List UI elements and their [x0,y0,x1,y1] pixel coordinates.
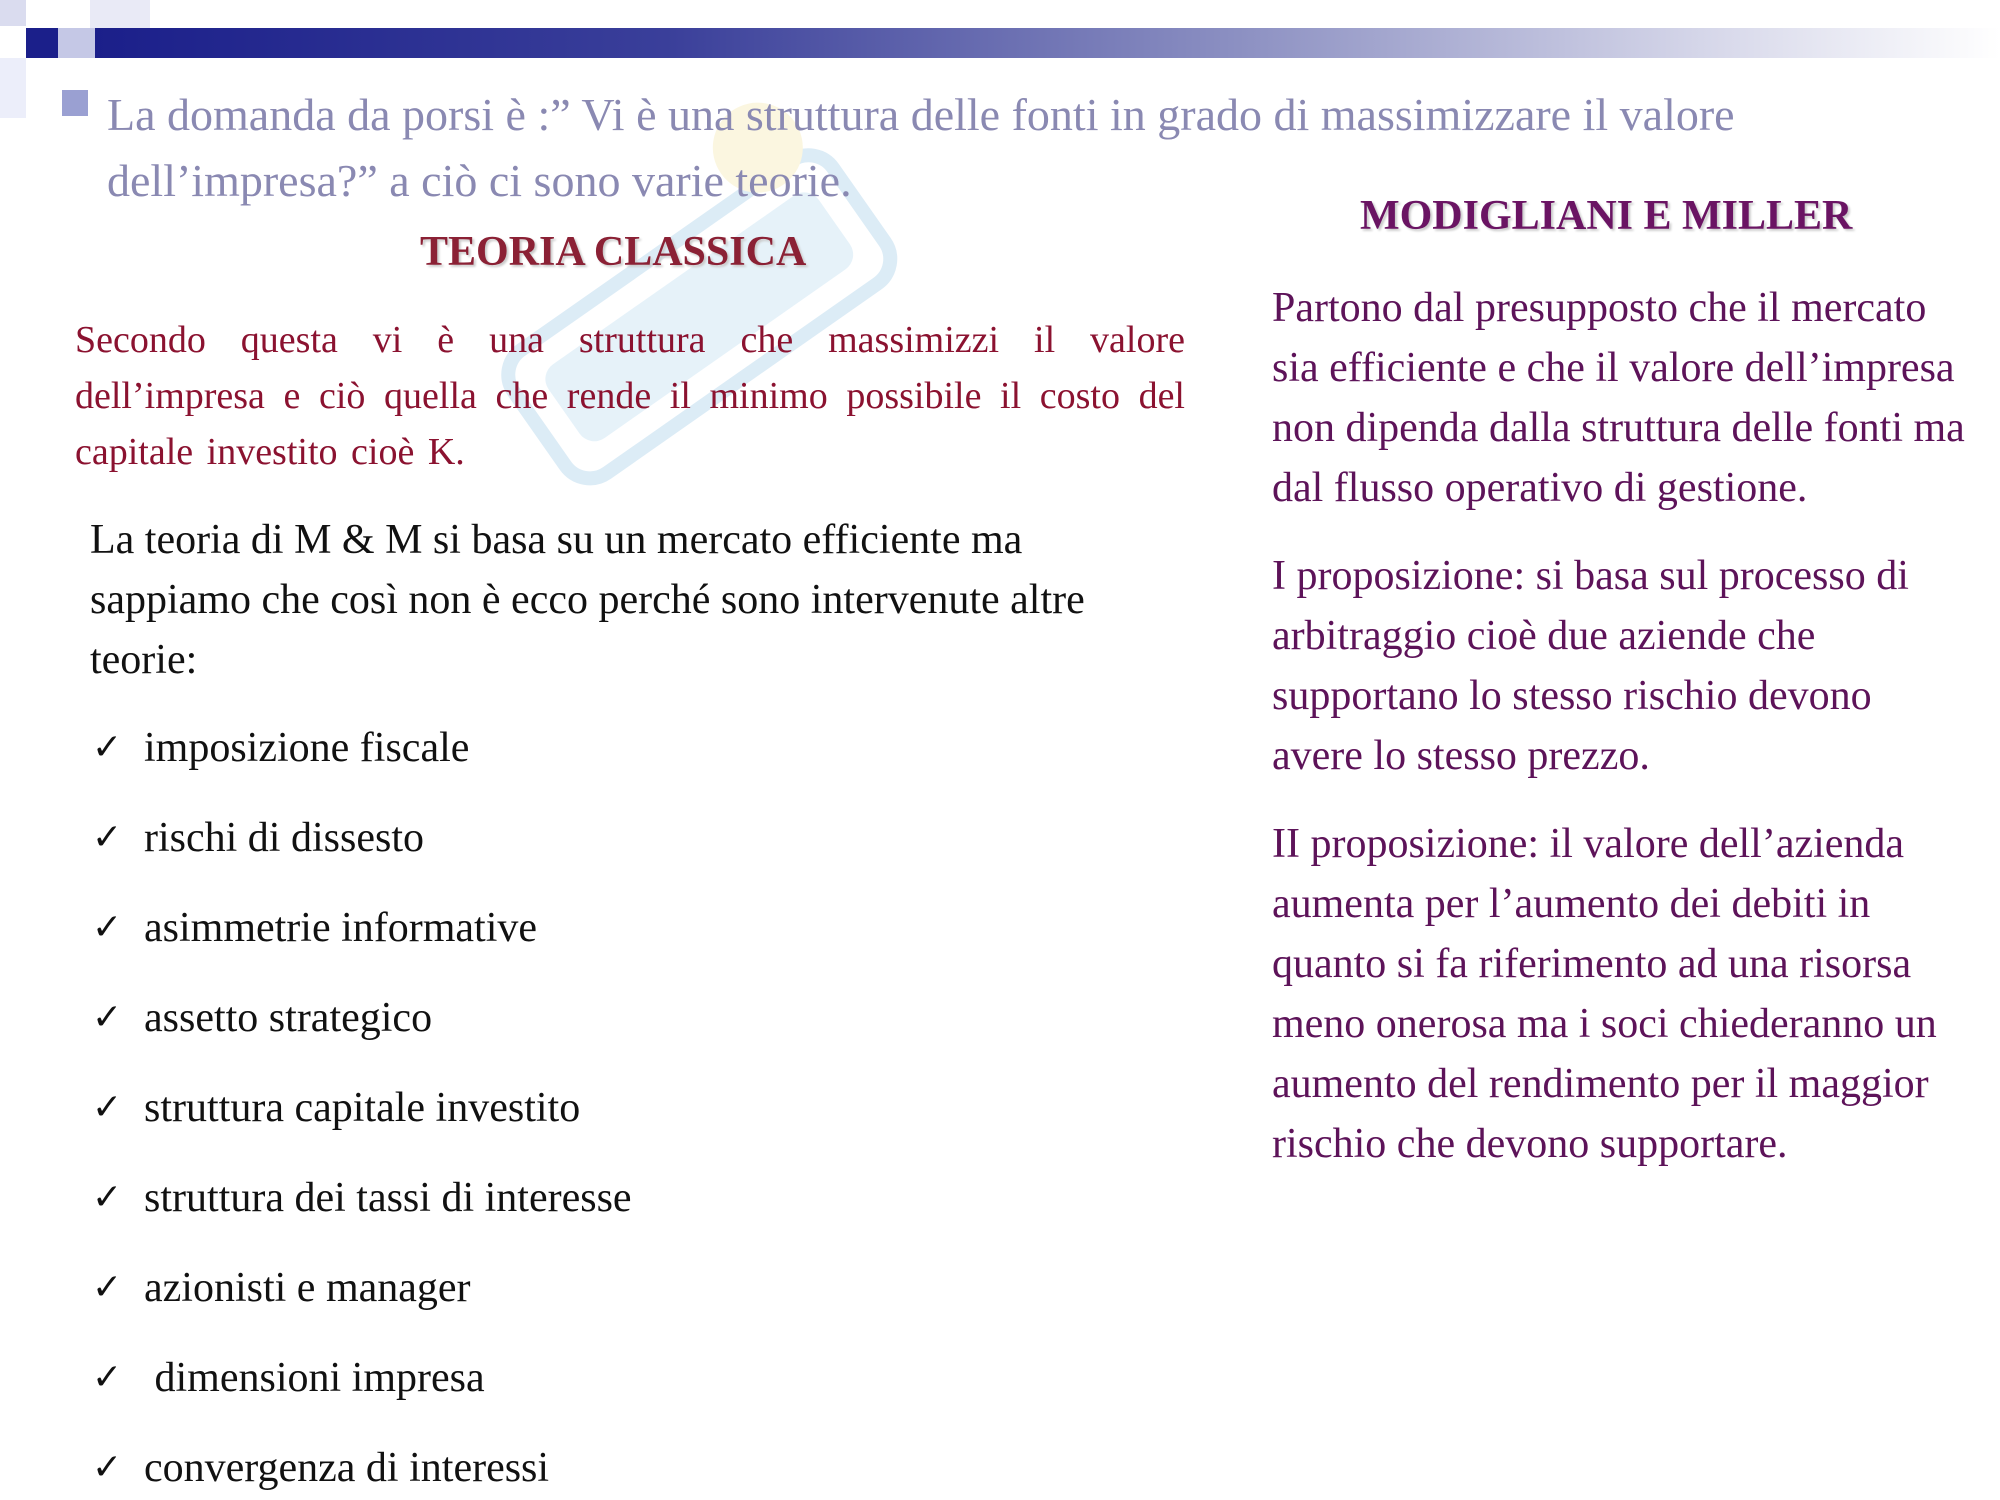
list-item: ✓ struttura dei tassi di interesse [92,1168,632,1258]
modigliani-miller-column [1272,278,1972,1202]
checkmark-icon: ✓ [92,1177,123,1218]
list-item: ✓ assetto strategico [92,988,632,1078]
classic-theory-paragraph: Secondo questa vi è una struttura che massimizzi il valore dell’impresa e ciò quella che rende il minimo possibile il costo del capitale investito cioè K. [75,319,1185,473]
list-item: ✓ struttura capitale investito [92,1078,632,1168]
decor-square [58,28,98,58]
checkmark-icon: ✓ [92,1357,123,1398]
decor-square [26,28,58,58]
decor-square [90,0,150,28]
checkmark-icon: ✓ [92,907,123,948]
list-item: ✓ imposizione fiscale [92,718,632,808]
decor-square [0,0,26,26]
checkmark-icon: ✓ [92,727,123,768]
title-gradient-bar [95,28,2000,58]
checkmark-icon: ✓ [92,997,123,1038]
decor-square [62,90,88,116]
heading-modigliani-miller: MODIGLIANI E MILLER [1360,193,1853,239]
second-proposition-paragraph: II proposizione: il valore dell’azienda aumenta per l’aumento dei debiti in quanto si fa riferimento ad una risorsa meno onerosa ma i soci chiederanno un aumento del rendimento per il maggior rischio che devono supportare. [1272,821,1937,1167]
intro-question: La domanda da porsi è :” Vi è una struttura delle fonti in grado di massimizzare il valore dell’impresa?” a ciò ci sono varie teorie. [107,89,1735,206]
heading-teoria-classica: TEORIA CLASSICA [420,229,807,275]
checkmark-icon: ✓ [92,1087,123,1128]
checkmark-icon: ✓ [92,817,123,858]
list-item: ✓ convergenza di interessi [92,1438,632,1500]
mm-theory-paragraph: La teoria di M & M si basa su un mercato efficiente ma sappiamo che così non è ecco perché sono intervenute altre teorie: [90,517,1085,683]
list-item: ✓ dimensioni impresa [92,1348,632,1438]
checkmark-icon: ✓ [92,1267,123,1308]
list-item: ✓ azionisti e manager [92,1258,632,1348]
first-proposition-paragraph: I proposizione: si basa sul processo di arbitraggio cioè due aziende che supportano lo stesso rischio devono avere lo stesso prezzo. [1272,553,1909,779]
list-item: ✓ rischi di dissesto [92,808,632,898]
list-item: ✓ asimmetrie informative [92,898,632,988]
theories-checklist [92,718,632,1500]
checkmark-icon: ✓ [92,1447,123,1488]
decor-square [0,58,26,118]
premise-paragraph: Partono dal presupposto che il mercato sia efficiente e che il valore dell’impresa non dipenda dalla struttura delle fonti ma dal flusso operativo di gestione. [1272,285,1965,511]
